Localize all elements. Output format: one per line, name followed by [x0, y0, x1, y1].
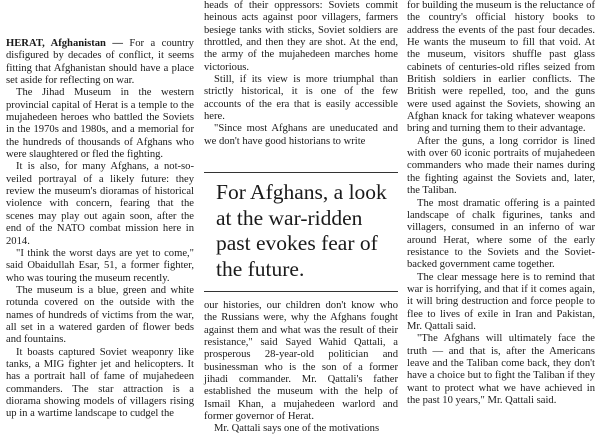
article-column-1	[6, 38, 194, 421]
paragraph: "Since most Afghans are uneducated and we don't have good historians to write	[204, 123, 398, 147]
paragraph: Mr. Qattali says one of the motivations	[214, 423, 380, 435]
paragraph: The clear message here is to remind that war is horrifying, and that if it comes again, it will bring destruction and force people to flee to lives of exile in Iran and Pakistan, Mr. Qattali said.	[407, 271, 595, 332]
paragraph: "The Afghans will ultimately face the truth — and that is, after the Americans leave and the Taliban come back, they don't have a choice but to fight the Taliban if they want to protect what we have achieved in the past 10 years," Mr. Qattali said.	[407, 333, 595, 406]
paragraph: our histories, our children don't know who the Russians were, why the Afghans fought against them and what was the result of their resistance," said Sayed Wahid Qattali, a prosperous 28-year-old politician and businessman who is the son of a former jihadi commander. Mr. Qattali's father established the museum with the help of Ismail Khan, a mujahedeen warlord and former governor of Herat.	[204, 300, 398, 423]
article-column-2	[204, 0, 398, 148]
dateline: HERAT, Afghanistan —	[6, 38, 123, 49]
paragraph: Still, if its view is more triumphal than strictly historical, it is one of the few accounts of the era that is easily accessible here.	[204, 74, 398, 123]
paragraph: The most dramatic offering is a painted landscape of chalk figurines, tanks and villagers, consumed in an inferno of war around Herat, where some of the early resistance to the Soviets and the Soviet-backed government came together.	[407, 197, 595, 271]
article-column-3	[407, 0, 595, 407]
pull-quote: For Afghans, a look at the war-ridden past evokes fear of the future.	[204, 172, 398, 292]
paragraph: After the guns, a long corridor is lined with over 60 iconic portraits of mujahedeen commanders who made their names during the fighting against the Soviets and, later, the Taliban.	[407, 135, 595, 197]
paragraph: heads of their oppressors: Soviets commit heinous acts against poor villagers, farmers besiege tanks with sticks, Soviet soldiers are throttled, and then they are shot. At the end, the army of the mujahedeen marches home victorious.	[204, 0, 398, 73]
paragraph: The Jihad Museum in the western provincial capital of Herat is a temple to the mujahedeen heroes who battled the Soviets in the 1970s and 1980s, and a memorial for the hundreds of thousands of Afghans who were slaughtered or fled the fighting.	[6, 87, 194, 161]
lead-text: For a country disfigured by decades of conflict, it seems fitting that Afghanistan should have a place set aside for reflecting on war.	[6, 38, 194, 87]
paragraph: "I think the worst days are yet to come," said Obaidullah Esar, 51, a former fighter, who was touring the museum recently.	[6, 247, 194, 284]
paragraph: It boasts captured Soviet weaponry like tanks, a MIG fighter jet and helicopters. It has a portrait hall of fame of mujahedeen commanders. The star attraction is a diorama showing models of villagers rising up in a wartime landscape to cudgel the	[6, 346, 194, 420]
lead-paragraph	[6, 38, 194, 87]
paragraph: It is also, for many Afghans, a not-so-veiled portrayal of a likely future: they review the museum's dioramas of historical violence with concern, fearing that the scenes may play out again soon, after the end of the NATO combat mission here in 2014.	[6, 161, 194, 247]
article-column-2-continued	[204, 300, 398, 436]
paragraph: for building the museum is the reluctance of the country's official history books to address the events of the past four decades. He wants the museum to fill that void. At the museum, visitors shuffle past glass cabinets of centuries-old rifles seized from British soldiers in earlier conflicts. The British were repelled, too, and the guns were used against the Soviets, showing an Afghan knack for taking whatever weapons bring and turning them to their advantage.	[407, 0, 595, 135]
paragraph: The museum is a blue, green and white rotunda covered on the outside with the names of hundreds of victims from the war, all set in a watered garden of flower beds and fountains.	[6, 284, 194, 346]
